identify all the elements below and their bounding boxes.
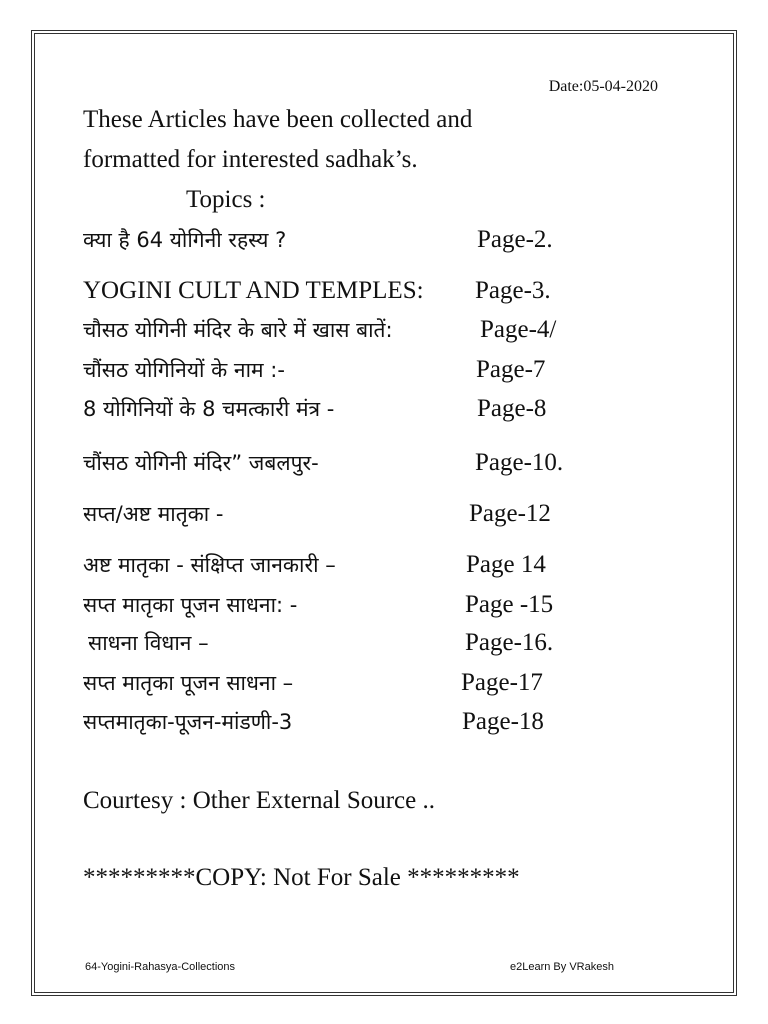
toc-entry-page: Page-18 — [462, 708, 544, 735]
toc-entry-page: Page -15 — [465, 591, 554, 618]
toc-entry-title: सप्तमातृका-पूजन-मांडणी-3 — [83, 710, 293, 734]
topics-heading: Topics : — [186, 186, 266, 213]
toc-entry-title: 8 योगिनियों के 8 चमत्कारी मंत्र - — [83, 397, 335, 421]
intro-line-1: These Articles have been collected and — [83, 106, 473, 133]
toc-entry-title: सप्त मातृका पूजन साधना – — [83, 671, 294, 695]
toc-entry-page: Page-10. — [475, 449, 564, 476]
toc-entry-title: अष्ट मातृका - संक्षिप्त जानकारी – — [83, 553, 336, 577]
courtesy-note: Courtesy : Other External Source .. — [83, 787, 435, 814]
footer-right: e2Learn By VRakesh — [510, 961, 614, 973]
footer-left: 64-Yogini-Rahasya-Collections — [85, 961, 236, 973]
document-date: Date:05-04-2020 — [548, 78, 658, 95]
toc-entry-title: चौसठ योगिनी मंदिर के बारे में खास बातें: — [83, 318, 393, 342]
toc-entry-title: सप्त मातृका पूजन साधना: - — [83, 593, 298, 617]
toc-entry-title: चौंसठ योगिनियों के नाम :- — [83, 358, 285, 382]
toc-entry-page: Page-3. — [475, 277, 551, 304]
toc-entry-page: Page-2. — [477, 226, 553, 253]
toc-entry-page: Page-7 — [476, 356, 546, 383]
toc-entry-page: Page-4/ — [480, 316, 557, 343]
toc-entry-title: सप्त/अष्ट मातृका - — [83, 502, 224, 526]
toc-entry-title: क्या है 64 योगिनी रहस्य ? — [83, 228, 287, 252]
intro-line-2: formatted for interested sadhak’s. — [83, 146, 418, 173]
toc-entry-title: चौंसठ योगिनी मंदिर” जबलपुर- — [83, 451, 319, 475]
copy-notice: *********COPY: Not For Sale ********* — [83, 864, 520, 891]
toc-entry-page: Page-16. — [465, 629, 554, 656]
toc-entry-page: Page-17 — [461, 669, 543, 696]
toc-entry-title: YOGINI CULT AND TEMPLES: — [83, 277, 424, 304]
toc-entry-page: Page 14 — [466, 551, 546, 578]
toc-entry-title: साधना विधान – — [88, 631, 209, 655]
toc-entry-page: Page-12 — [469, 500, 551, 527]
toc-entry-page: Page-8 — [477, 395, 547, 422]
